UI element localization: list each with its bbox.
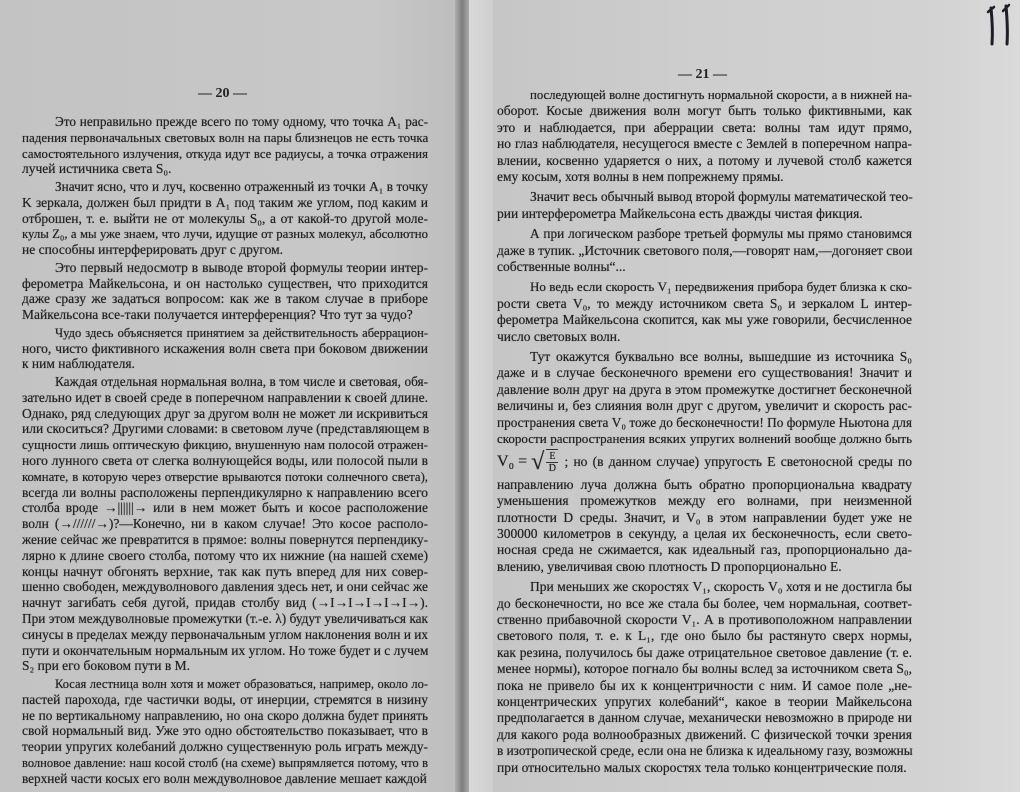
text-line: самостоятельного излучения, откуда идут все радиусы, а точка отражения (22, 146, 428, 161)
text-line: S₂ при его боковом пути в M. (22, 658, 191, 674)
text-line: для какого рода волнообразных движений. С физической точки зрения (497, 726, 912, 742)
text-line: Тут окажутся буквально все волны, вышедшие из источника S₀ (530, 349, 912, 364)
text-line: пути и окончательным нормальным их углом. Но тоже будет и с лучем (22, 642, 429, 658)
text-line: Чудо здесь объясняется принятием за действительность аберрацион- (55, 325, 428, 340)
formula-rest: ; но (в данном случае) упругость E светоносной среды по (564, 453, 912, 469)
text-line: Это первый недосмотр в выводе второй формулы теории интер- (55, 259, 428, 275)
text-line: волн (→//////→)?—Конечно, ни в каком случае! Это косое располо- (22, 516, 428, 532)
text-line: светового поля, т. е. к L₁, где оно было бы растянуто сверх нормы, (497, 628, 912, 644)
text-line: 300000 километров в секунду, а целая их бесконечность, если свето- (497, 526, 912, 541)
fraction (546, 449, 558, 474)
text-line: в изотропической среде, если она не близка к идеальному газу, возможны (497, 743, 913, 759)
text-line: Каждая отдельная нормальная волна, в том числе и световая, обя- (55, 374, 428, 389)
text-line: лучей истичника света S₀. (22, 161, 172, 177)
text-line: свой нормальный вид. Уже это одно обстоятельство показывает, что в (22, 723, 428, 739)
text-line: синусы в пределах между первоначальным углом наклонения волн и их (22, 626, 428, 642)
denominator: D (548, 463, 556, 475)
text-line: Это неправильно прежде всего по тому одному, что точка A₁ рас- (55, 114, 428, 129)
text-line: это и наблюдается, при аберрации света: волны там идут прямо, (497, 119, 912, 135)
text-line: ему косым, хотя волны в нем попрежнему прямы. (497, 169, 784, 184)
text-line: ственно прибавочной скорости V₁. А в противоположном направлении (497, 612, 912, 627)
text-line: направлению луча должна быть обратно пропорциональна квадрату (497, 476, 912, 492)
text-line: к ним наблюдателя. (22, 356, 135, 372)
text-line: до бесконечности, но все же стала бы более, чем нормальная, соответ- (497, 595, 912, 611)
text-line: При меньших же скоростях V₁, скорость V₀ хотя и не достигла бы (530, 579, 912, 595)
text-line: как резина, получилось бы даже отрицательное световое давление (т. е. (497, 644, 912, 660)
text-line: падения первоначальных световых волн на пары близнецов не есть точка (22, 129, 429, 145)
text-line: влении, косвенно ударяется о них, а потому и лучевой столб кажется (497, 152, 912, 168)
square-root-symbol: √ (531, 448, 545, 475)
page-number: — 20 — (198, 86, 247, 101)
text-line: Но ведь если скорость V₁ передвижения прибора будет близка к ско- (530, 279, 912, 295)
formula-lhs: V₀ = (497, 452, 528, 470)
text-line: лярно к длине своего столба, потому что их нижние (на нашей схеме) (22, 547, 428, 563)
text-line: величины и, без слияния волн друг с другом, увеличит и скорость рас- (497, 398, 912, 414)
text-line: Косая лестница волн хотя и может образоваться, например, около ло- (55, 677, 428, 691)
text-line: Значит ясно, что и луч, косвенно отраженный из точки A₁ в точку (55, 179, 428, 194)
text-line: оборот. Косые движения волн могут быть только фиктивными, как (497, 103, 912, 119)
text-line: Однако, ряд следующих друг за другом волн не может ли искривиться (22, 405, 428, 421)
left-page (0, 0, 462, 792)
text-line: при относительно малых скоростях тела только концентрические поля. (497, 759, 907, 775)
text-line: концентрических упругих колебаний“, какое в теории Майкельсона (497, 694, 912, 709)
book-gutter (469, 0, 493, 792)
text-line: рости света V₀, то между источником света S₀ и зеркалом L интер- (497, 295, 912, 311)
text-line: рии интерферометра Майкельсона есть дважды чистая фикция. (497, 205, 863, 221)
text-line: даже и в случае бесконечного времени его существования! Значит и (497, 365, 912, 381)
text-line: носная среда не сжимается, как идеальный газ, пропорционально да- (497, 542, 912, 558)
text-line: скорости распространения всяких упругих волнений вообще должно быть (497, 431, 912, 446)
text-line: не по вертикальному направлению, но она скоро должна будет принять (22, 707, 428, 723)
text-line: верхней части косых его волн междуволновое давление мешает каждой (22, 770, 427, 786)
book-gutter-shadow (455, 0, 469, 792)
text-line: последующей волне достигнуть нормальной скорости, а в нижней на- (530, 88, 912, 102)
text-line: уменьшения промежутков между его волнами, при неизменной (497, 493, 912, 509)
text-line: всегда ли волны расположены перпендикулярно к направлению всего (22, 484, 428, 500)
text-line: волновое давление: наш косой столб (на схеме) выпрямляется потому, что в (22, 756, 428, 770)
text-line: начнут загибать себя дугой, придав столбу вид (→I→I→I→I→I→). (22, 595, 428, 611)
handwritten-page-mark (985, 2, 1019, 48)
text-line: пастей парохода, где частички воды, от инерции, стремятся в низину (22, 691, 428, 707)
text-line: пока не привело бы их к концентричности с ним. И самое поле „не- (497, 677, 912, 693)
text-line: Значит весь обычный вывод второй формулы математической тео- (530, 189, 913, 205)
text-line: не способны интерферировать друг с другом. (22, 242, 284, 258)
text-line: концы начнут обгонять верхние, так как путь вперед для них совер- (22, 563, 428, 579)
numerator: E (546, 451, 558, 463)
text-line: или скоситься? Другими словами: в световом луче (представляющем в (22, 421, 430, 437)
text-line: менее нормы), которое погнало бы волны вслед за источником света S₀, (497, 661, 912, 677)
text-line: предполагается в данном случае, механически невозможно в природе ни (497, 710, 912, 726)
text-line: При этом междуволновые промежутки (т.-е. λ) будут увеличиваться как (22, 611, 428, 626)
text-line: жение сейчас же превратится в прямое: волны повернутся перпендику- (22, 532, 428, 547)
text-line: но глаз наблюдателя, несущегося вместе с Землей в поперечном напра- (497, 136, 912, 152)
text-line: пространения света V₀ тоже до бесконечности! По формуле Ньютона для (497, 414, 912, 430)
text-line: столба вроде →||||||→ или в нем может быть и косое расположение (22, 500, 428, 516)
page-number: — 21 — (678, 67, 727, 82)
text-line: шенно свободен, междуволнового давления здесь нет, и они сейчас же (22, 579, 428, 595)
text-line: А при логическом разборе третьей формулы мы прямо становимся (530, 226, 912, 242)
text-line: теории упругих колебаний должно существенную роль играть между- (22, 739, 428, 755)
text-line: число световых волн. (497, 328, 621, 344)
text-line: собственные волны“... (497, 259, 626, 274)
text-line: зательно идет в своей среде в поперечном направлении к своей длине. (22, 389, 428, 405)
text-line: плотности D среды. Значит, и V₀ в этом направлении будет уже не (497, 509, 912, 525)
text-line: ферометра Майкельсона, и он настолько существен, что приходится (22, 275, 428, 291)
text-line: ферометра Майкельсона скопится, как мы уже говорили, бесчисленное (497, 312, 912, 328)
text-line: комнате, в которую через отверстие врываются потоки солнечного света), (22, 469, 428, 484)
text-line: Майкельсона все-таки получается интерференция? Что тут за чудо? (22, 307, 413, 323)
text-line: ного лунного света от слегка волнующейся воды, или полосой пыли в (22, 453, 428, 468)
text-line: давление волн друг на друга в этом промежутке достигнет бесконечной (497, 381, 912, 397)
text-line: сущности лишь оптическую фикцию, внушенную нам полосой отражен- (22, 437, 428, 453)
text-line: даже в тупик. „Источник светового поля,—говорят нам,—догоняет свои (497, 242, 913, 258)
text-line: K зеркала, должен был придти в A₁ под таким же углом, под каким и (22, 194, 428, 210)
text-line: ного, чисто фиктивного искажения волн света при боковом движении (22, 340, 428, 356)
formula-line (497, 449, 912, 474)
text-line: отброшен, т. е. выйти не от молекулы S₀, а от какой-то другой моле- (22, 210, 428, 226)
text-line: влению, увеличивая свою плотность D пропорционально E. (497, 558, 842, 574)
text-line: кулы Z₀, а мы уже знаем, что лучи, идущие от разных молекул, абсолютно (22, 227, 428, 242)
right-page (493, 0, 1020, 792)
text-line: даже сразу же задаться вопросом: как же в таком случае в приборе (22, 291, 428, 307)
